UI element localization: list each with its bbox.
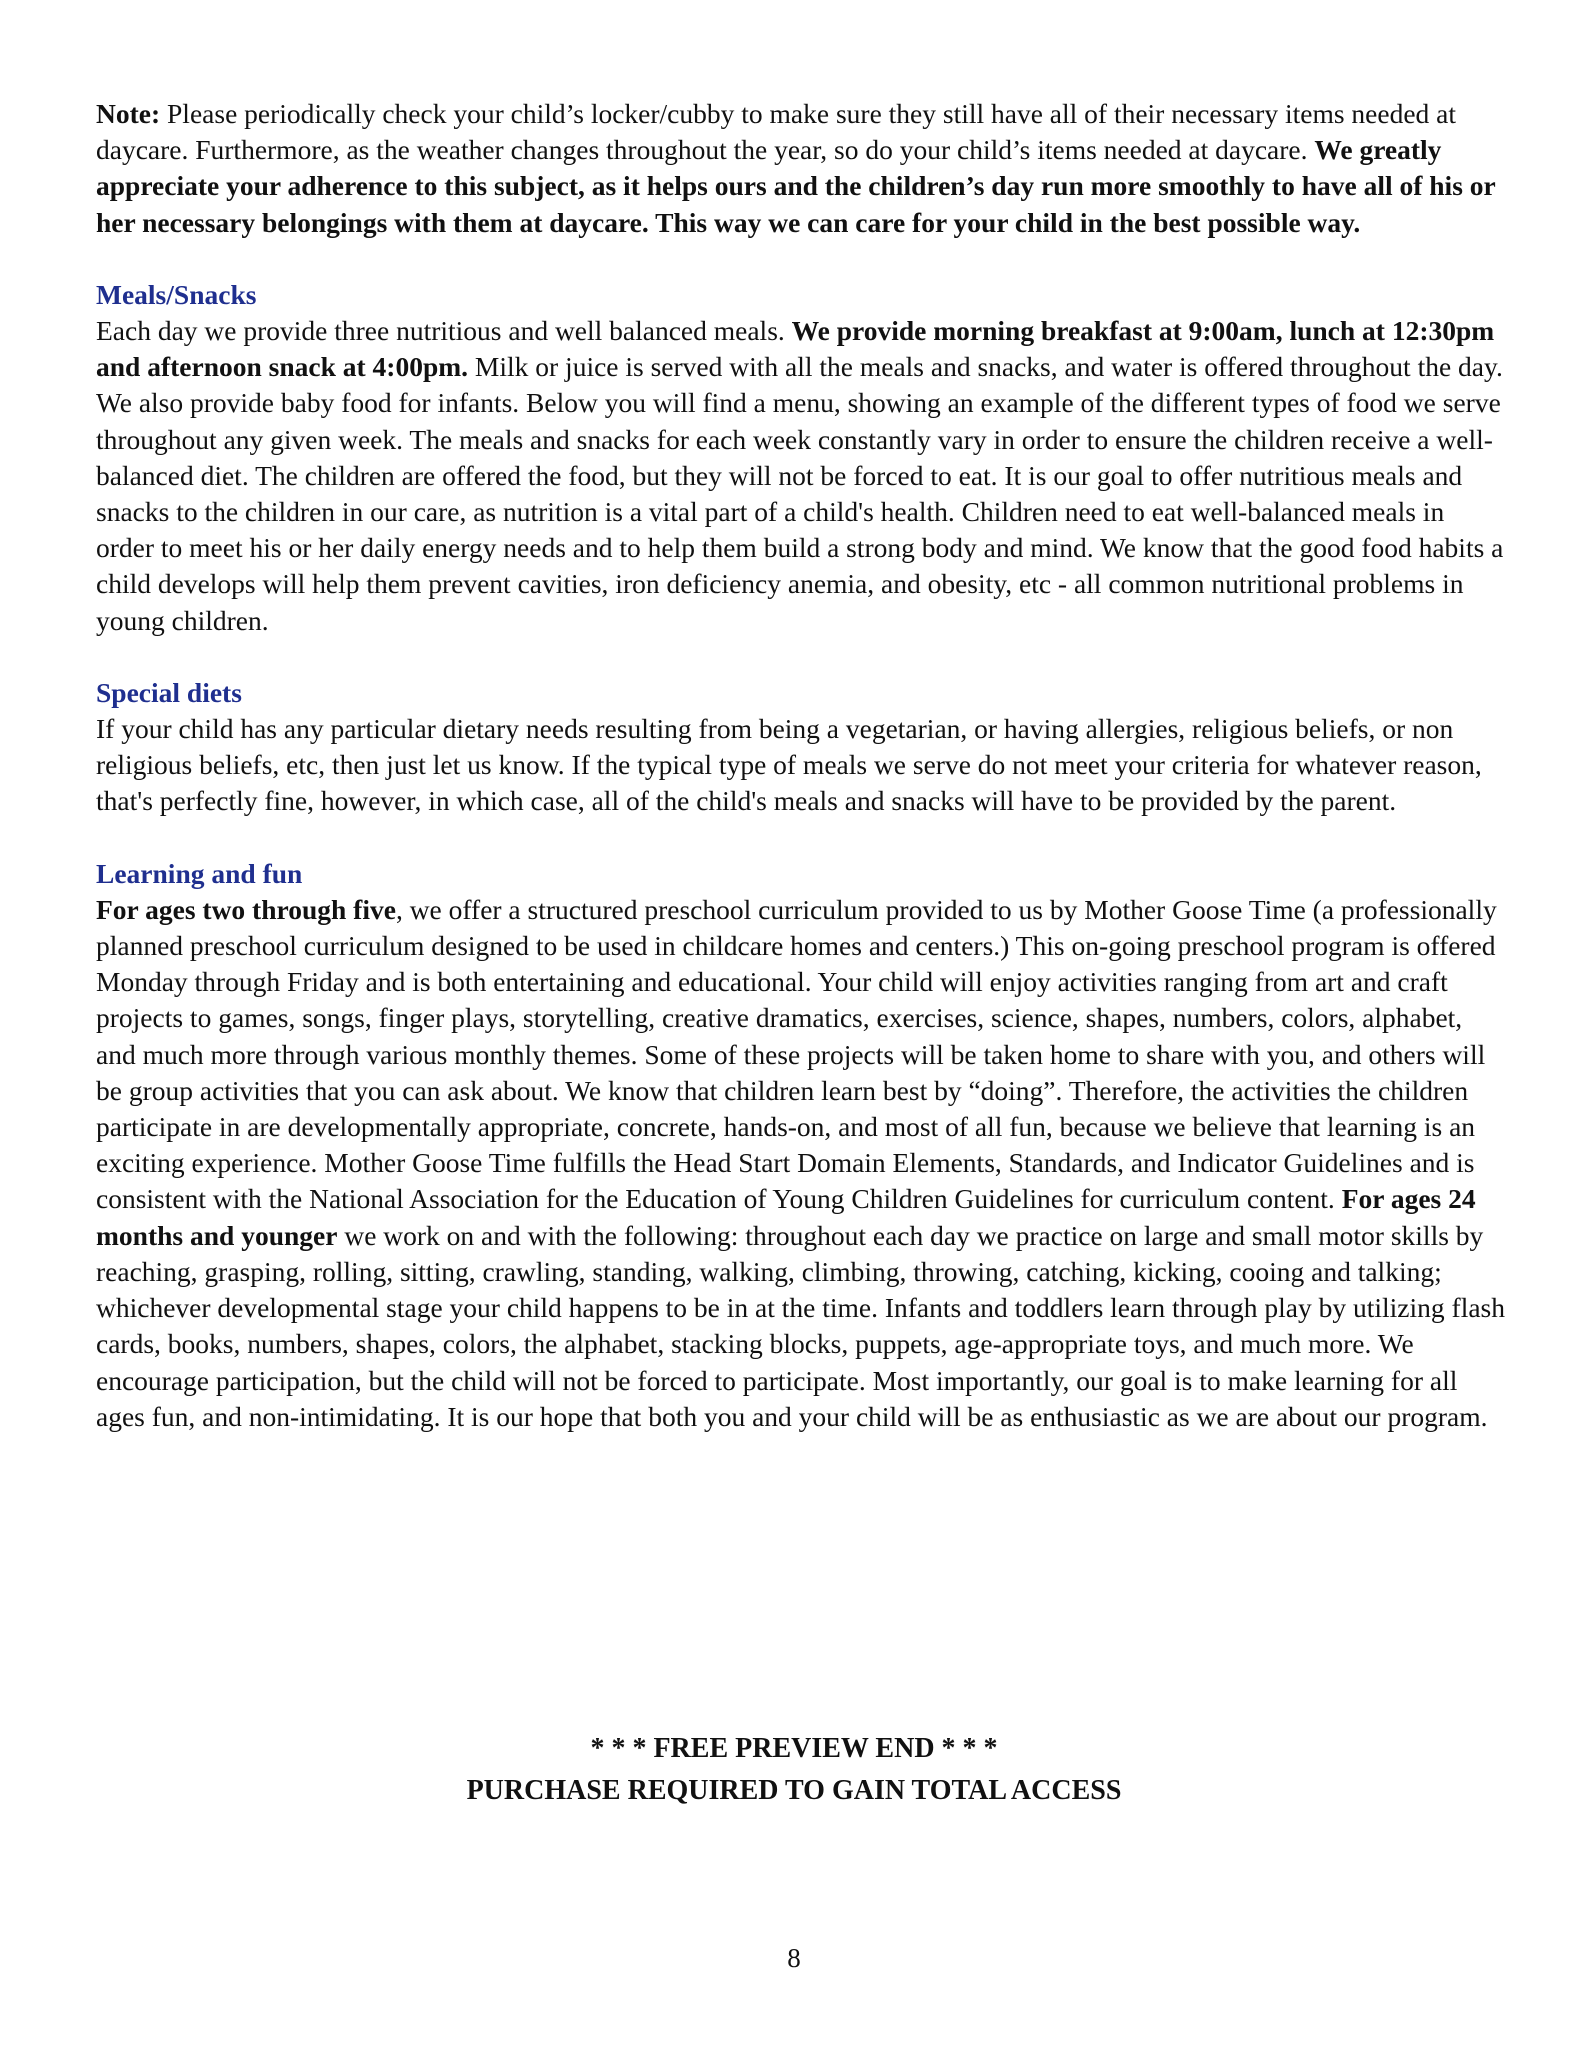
- meals-section: [96, 277, 1506, 639]
- special-diets-heading: Special diets: [96, 676, 242, 708]
- preview-end-notice: [0, 1728, 1588, 1812]
- learning-ages-infant: For ages 24 months and younger: [96, 1183, 1476, 1251]
- preview-end-line: * * * FREE PREVIEW END * * *: [590, 1733, 998, 1764]
- meals-times: We provide morning breakfast at 9:00am, lunch at 12:30pm and afternoon snack at 4:00pm.: [96, 315, 1495, 383]
- purchase-required-line: PURCHASE REQUIRED TO GAIN TOTAL ACCESS: [466, 1775, 1122, 1806]
- special-diets-section: [96, 675, 1506, 820]
- learning-heading: Learning and fun: [96, 857, 303, 889]
- special-diets-paragraph: If your child has any particular dietary needs resulting from being a vegetarian, or having allergies, religious beliefs, or non religious beliefs, etc, then just let us know. If the typical type of meals we serve do not meet your criteria for whatever reason, that's perfectly fine, however, in which case, all of the child's meals and snacks will have to be provided by the parent.: [96, 713, 1482, 817]
- learning-ages-two-five: For ages two through five: [96, 893, 396, 925]
- learning-paragraph: [96, 892, 1506, 1435]
- note-text: Please periodically check your child’s locker/cubby to make sure they still have all of their necessary items needed at daycare. Furthermore, as the weather changes throughout the year, so do your child’s items needed at daycare.: [96, 98, 1457, 166]
- meals-text-1: Each day we provide three nutritious and well balanced meals.: [96, 315, 792, 347]
- learning-section: [96, 856, 1506, 1435]
- meals-heading: Meals/Snacks: [96, 278, 257, 310]
- note-label: Note:: [96, 98, 161, 129]
- page-number: 8: [787, 1943, 801, 1973]
- note-bold-text: We greatly appreciate your adherence to this subject, as it helps ours and the children’s day run more smoothly to have all of his or her necessary belongings with them at daycare. This way we can care for your child in the best possible way.: [96, 134, 1496, 238]
- document-body: [96, 96, 1506, 1435]
- learning-text-2: we work on and with the following: throughout each day we practice on large and small motor skills by reaching, grasping, rolling, sitting, crawling, standing, walking, climbing, throwing, catching, kicking, cooing and talking; whichever developmental stage your child happens to be in at the time. Infants and toddlers learn through play by utilizing flash cards, books, numbers, shapes, colors, the alphabet, stacking blocks, puppets, age-appropriate toys, and much more. We encourage participation, but the child will not be forced to participate. Most importantly, our goal is to make learning for all ages fun, and non-intimidating. It is our hope that both you and your child will be as enthusiastic as we are about our program.: [96, 1219, 1505, 1432]
- learning-text-1: , we offer a structured preschool curriculum provided to us by Mother Goose Time (a professionally planned preschool curriculum designed to be used in childcare homes and centers.) This on-going preschool program is offered Monday through Friday and is both entertaining and educational. Your child will enjoy activities ranging from art and craft projects to games, songs, finger plays, storytelling, creative dramatics, exercises, science, shapes, numbers, colors, alphabet, and much more through various monthly themes. Some of these projects will be taken home to share with you, and others will be group activities that you can ask about. We know that children learn best by “doing”. Therefore, the activities the children participate in are developmentally appropriate, concrete, hands-on, and most of all fun, because we believe that learning is an exciting experience. Mother Goose Time fulfills the Head Start Domain Elements, Standards, and Indicator Guidelines and is consistent with the National Association for the Education of Young Children Guidelines for curriculum content.: [96, 893, 1497, 1215]
- note-paragraph: [96, 96, 1506, 241]
- meals-text-2: Milk or juice is served with all the meals and snacks, and water is offered throughout the day. We also provide baby food for infants. Below you will find a menu, showing an example of the different types of food we serve throughout any given week. The meals and snacks for each week constantly vary in order to ensure the children receive a well-balanced diet. The children are offered the food, but they will not be forced to eat. It is our goal to offer nutritious meals and snacks to the children in our care, as nutrition is a vital part of a child's health. Children need to eat well-balanced meals in order to meet his or her daily energy needs and to help them build a strong body and mind. We know that the good food habits a child develops will help them prevent cavities, iron deficiency anemia, and obesity, etc - all common nutritional problems in young children.: [96, 351, 1504, 636]
- meals-paragraph: [96, 313, 1506, 639]
